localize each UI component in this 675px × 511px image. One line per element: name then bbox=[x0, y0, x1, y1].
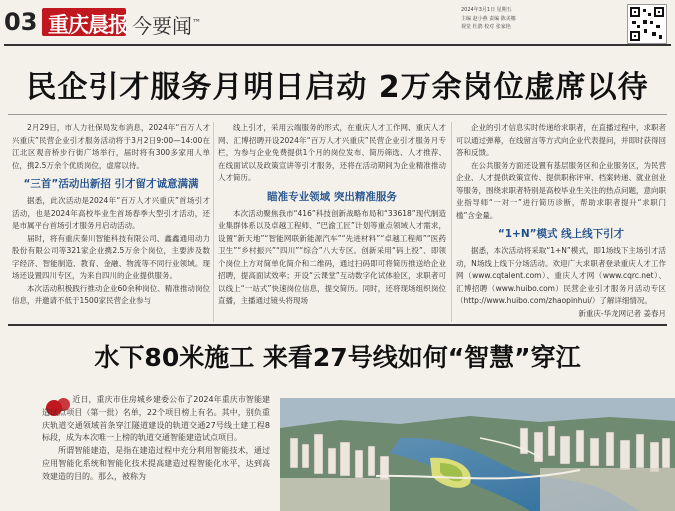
article-paragraph: 据悉，此次活动是2024年“百万人才兴重庆”首场引才活动，也是2024年高校毕业生首场春季大型引才活动，还是市属平台首场引才服务月启动活动。 bbox=[12, 196, 210, 230]
article-column-3 bbox=[456, 122, 666, 320]
second-headline: 水下80米施工 来看27号线如何“智慧”穿江 bbox=[94, 343, 581, 372]
article-paragraph: 近日，重庆市住房城乡建委公布了2024年重庆市智能建造试点项目（第一批）名单，22个项目榜上有名。其中，别负重庆轨道交通领域首条穿江隧道建设的轨道交通27号线土建工程8标段，成为本次唯一上榜的轨道交通智能建造试点项目。 bbox=[42, 395, 270, 443]
article-paragraph: 在公共服务方面还设置有基层服务区和企业服务区，为民营企业、人才提供政策宣传、提供职称评审、档案转递、就业创业等服务，围绕求职者特别是高校毕业生关注的热点问题，意向职业指导师“一对一”进行简历诊断，帮助求职者提升“求职门槛”含金量。 bbox=[456, 160, 666, 220]
article-paragraph: 本次活动积极践行推动企业60余种岗位、精准推动岗位信息，并邀请不低于1500家民营企业参与 bbox=[12, 283, 210, 305]
article-paragraph: 企业的引才信息实时传递给求职者，在直播过程中，求职者可以通过弹幕，在线留言等方式向企业代表提问，并即时获得回答和反馈。 bbox=[456, 123, 666, 157]
section-name: 今要闻™ bbox=[132, 14, 201, 38]
second-article-text bbox=[42, 394, 270, 484]
article-paragraph: 线上引才，采用云端服务的形式，在重庆人才工作网、重庆人才网、汇博招聘开设2024年“百万人才兴重庆”民营企业引才服务月专栏，为参与企业免费提供1个月的岗位发布、简历筛选、人才推荐、在线面试以及政策宣讲等引才服务，还将在活动期间为企业精准推动人才简历。 bbox=[218, 123, 446, 182]
article-paragraph: 届时，将有重庆秦川智能科技有限公司、鑫鑫通用动力股份有限公司等321家企业携2.5万余个岗位，主要涉及数字经济、智能制造、教育、金融、物流等不同行业领域。现场还设置四川专区，为来自四川的企业提供服务。 bbox=[12, 233, 210, 280]
qr-code-icon bbox=[627, 4, 667, 44]
byline: 新重庆-华龙网记者 姜春月 bbox=[578, 308, 666, 318]
article-paragraph: 据悉，本次活动将采取“1+N”模式，即1场线下主场引才活动，N场线上线下分场活动。欢迎广大求职者登录重庆人才工作网（www.cqtalent.com）、重庆人才网（www.cqrc.net）、汇博招聘（www.huibo.com）民营企业引才服务月活动专区（http://www.huibo.com/zhaopinhui/）了解详细情况。 bbox=[456, 246, 666, 305]
article-separator bbox=[8, 324, 667, 326]
subhead-three-firsts: “三首”活动出新招 引才留才诚意满满 bbox=[23, 178, 199, 190]
column-divider bbox=[451, 122, 452, 322]
aerial-city-photo bbox=[280, 398, 675, 511]
design-line: 视觉 杜鹃 校对 张家艳 bbox=[461, 24, 511, 30]
subhead-precise-service: 瞄准专业领域 突出精准服务 bbox=[267, 190, 397, 203]
page-number: 03 bbox=[4, 8, 38, 36]
masthead-rule bbox=[4, 44, 671, 46]
article-column-1 bbox=[12, 122, 210, 308]
subhead-1n-mode: “1+N”模式 线上线下引才 bbox=[497, 228, 625, 240]
editor-line: 主编 赵小燕 责编 陈美娜 bbox=[461, 15, 516, 22]
headline-rule bbox=[8, 114, 667, 115]
article-column-2 bbox=[218, 122, 446, 308]
column-divider bbox=[213, 122, 214, 322]
article-paragraph: 本次活动聚焦我市“416”科技创新战略布局和“33618”现代制造业集群体系以及卓越工程师、“巴渝工匠”计划等重点领域人才需求，设置“新天地”“智能网联新能源汽车”“先进材料”“卓越工程师”“医药卫生”“乡村振兴”“四川”“综合”八大专区。创新采用“码上投”、即领个岗位上方对简单化简介和二维码，通过扫码即可将简历推送给企业招聘，提高面试效率；开设“云课堂”互动数字化试体验区，求职者可以线上“一站式”快速岗位信息，提交简历。同时，还将现场组织岗位直播，主播通过镜头将现场 bbox=[218, 208, 446, 305]
article-paragraph: 所谓智能建造，是指在建造过程中充分利用智能技术，通过应用智能化系统和智能化技术提高建造过程智能化水平，达到高效建造的目的。那么，被称为 bbox=[42, 446, 270, 481]
main-headline: 民企引才服务月明日启动 2万余岗位虚席以待 bbox=[26, 70, 649, 105]
masthead bbox=[0, 0, 675, 46]
date-line: 2024年3月1日 星期五 bbox=[461, 7, 512, 13]
article-paragraph: 2月29日，市人力社保局发布消息，2024年“百万人才兴重庆”民营企业引才服务活动将于3月2日9:00—14:00在江北区观音桥步行街广场举行，届时将有300多家用人单位，携2.5万余个优质岗位，虚席以待。 bbox=[12, 123, 210, 170]
masthead-meta bbox=[461, 6, 621, 32]
paper-name: 重庆晨报 bbox=[48, 12, 128, 37]
